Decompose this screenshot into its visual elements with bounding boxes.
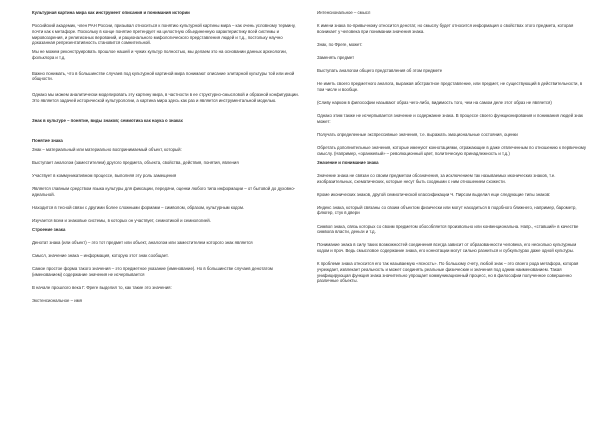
paragraph: Знак – материальный или материально воспринимаемый объект, который: [32,146,182,152]
section-heading: Культурная картина мира как инструмент описания и понимания истории [32,10,190,15]
section-heading: Знак в культуре – понятие, виды знаков; семиотика как наука о знаках [32,117,183,123]
paragraph: К имени знака по-привычному относится денотат, но смыслу будет относится информация о свойствах этого предмета, которая возникает у человека при понимании значения знака. [317,23,574,34]
left-column [32,10,302,307]
paragraph: Однако мы можем аналитически моделировать эту картину мира, в частности в ее структурно-смысловой и образной конфигурации. Это является задачей исторической культурологии, а картина мира здесь как раз и является инструментальной моделью. [32,91,299,103]
paragraph: Значение знака не связан со своим предметом обозначения, за исключением так называемых иконических знаков, т.е. изобразительных, схематических, которые несут быть сходными с ним отношением схожести. [317,172,556,184]
paragraph-spacer [32,107,302,118]
paragraph: Участвует в коммуникативном процессе, выполняя эту роль замещения [32,173,177,179]
paragraph: Экстенсиональное – имя [32,298,82,304]
paragraph: Смысл, значение знака – информация, которую этот знак сообщает. [32,253,169,259]
paragraph: Знак, по Фреге, может: [317,41,363,47]
paragraph: Понимание знака в силу таких возможностей соединения всегда зависит от образованности человека, его несколько культурным кодом и проч. Ведь смысловое содержание знака, его коннотации могут сильно разниться и субкультурах даже одной культуры. [317,242,577,254]
section-heading: Понятие знака [32,137,63,143]
section-heading: Строение знака [32,227,66,233]
paragraph: Является главным средством языка культуры для фиксации, передачи, оценки любого типа информации – от бытовой до духовно-идеальной. [32,186,296,197]
paragraph: В начале прошлого века Г. Фреге выделил то, как такие это значения: [32,285,172,291]
section-heading: Значение и понимание знака [317,159,379,165]
paragraph-spacer [32,127,302,138]
paragraph: Находится в тесной связи с другими более сложными формами – символом, образом, культурным кодом. [32,204,245,210]
paragraph: Денотат знака (или объект) – это тот предмет или объект, аналогом или заместителем которого знак является [32,240,253,246]
paragraph: Кроме иконических знаков, другой семиотической классификации Ч. Пирсом выделил еще следующие типы знаков: [317,191,551,197]
paragraph: Однако этим также не исчерпывается значение и содержание знака. В процессе своего функционирования и понимания людей знак может: [317,113,583,124]
paragraph: Заменять предмет [317,54,355,60]
paragraph: Важно понимать, что в большинстве случаев под культурной картиной мира понимают описание элитарной культуры той или иной общности. [32,70,295,82]
paragraph: К проблеме знака относится его так называемую «ясность». По большому счету, любой знак – это своего рода метафора, которая учреждает, извлекает реальность и может соединять реальные физические и значения под одним наименованием. Такая унифицирующая функция знака значительно упрощает коммуникационный процесс, но в философии полученное совершенно различные объекты. [317,261,579,284]
paragraph: Получать определенные экспрессивные значения, т.е. выражать эмоциональные состояния, оценки [317,131,518,137]
paragraph: Индекс знака, который связаны со своим объектом физически или могут находиться в подобного ближнего, например, барометр, флюгер, стук в двери [317,204,577,216]
paragraph: Российский академик, член РАН России, призывал относиться к понятию культурной картины мира – как очень условному термину, почти как к метафоре. Поскольку в конце понятие претендует на целостную объединенную характеристику всей системы и мировоззрения, и религиозных верований, и рационального мифологического представления людей и т.д., постольку научно доказанная репрезентативность становится сомнительной. [32,23,296,46]
right-column [317,10,587,287]
paragraph: Самое простое форма такого значения – это предметное указание (именование). Но в большинстве случаев денотатом (именованием) содержание значения не исчерпывается [32,266,273,278]
paragraph: Символ знака, связь которых со своим предметом обособляется произвольно или конвенциональна. Напр., «ставший» в качестве символа власти, деньги и т.д. [317,223,579,235]
paragraph: Выступает аналогом (заместителем) другого предмета, объекта, свойства, действия, понятия, явления [32,159,239,165]
paragraph: Мы не можем реконструировать прошлое нашей и чужих культур полностью, мы делаем это на основании данных археологии, фольклора и т.д. [32,49,287,60]
paragraph: Изучается всем и знаковые системы, в которых он участвует, семиотикой и семиологией. [32,218,211,224]
paragraph: Не иметь своего предметного аналога, выражая абстрактное представление, или предмет, не существующий в действительности, в том числе и вообще. [317,81,583,92]
paragraph: (Сливу нарком в философии называют образ чего-либо, видимость того, чем на самом деле этот образ не является) [317,99,552,105]
paragraph: Интенсиональное – смысл [317,10,371,15]
paragraph: Выступать аналогом общего представления об этом предмете [317,68,443,74]
paragraph: Обретать дополнительные значения, которые именуют коннотациями, отражающие в даже отвлеченным по отношению к первичному смыслу. (Например, «оранжевый» – революционный цвет, политическую принадлежность и т.д.) [317,144,586,156]
